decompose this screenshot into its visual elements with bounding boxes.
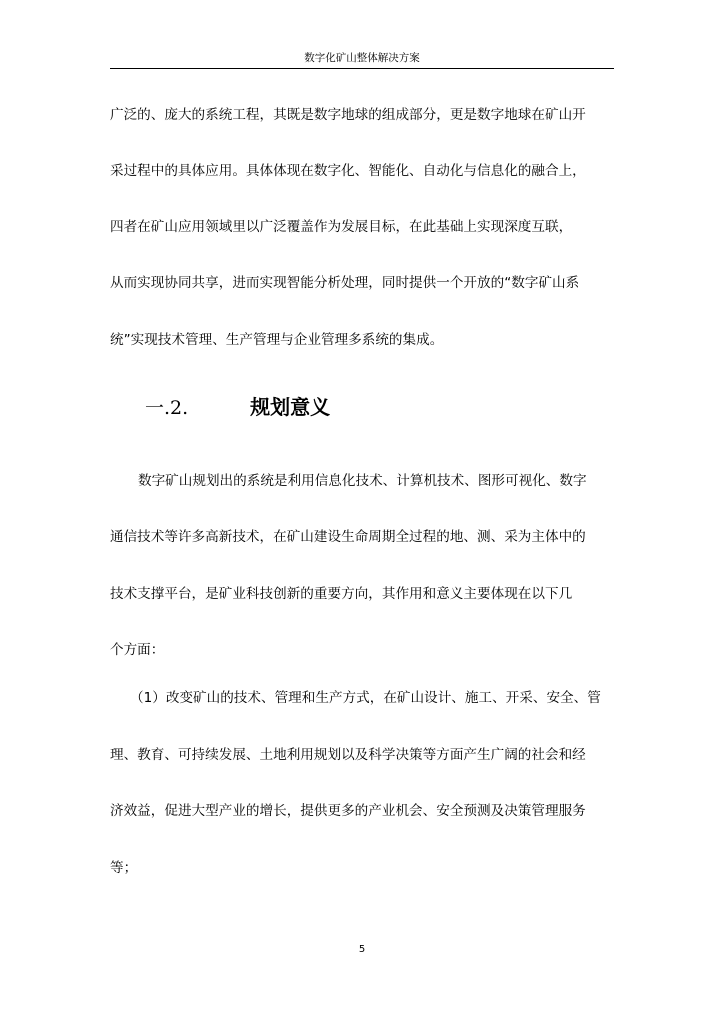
section-number: 一.2. — [145, 397, 189, 419]
text-line: （1）改变矿山的技术、管理和生产方式，在矿山设计、施工、开采、安全、管 — [130, 690, 601, 706]
text-line: 数字矿山规划出的系统是利用信息化技术、计算机技术、图形可视化、数字 — [138, 473, 587, 489]
section-title: 规划意义 — [250, 395, 331, 419]
page-header — [110, 48, 614, 69]
header-title: 数字化矿山整体解决方案 — [304, 52, 420, 64]
text-line: 广泛的、庞大的系统工程，其既是数字地球的组成部分，更是数字地球在矿山开 — [110, 107, 586, 123]
text-line: 四者在矿山应用领域里以广泛覆盖作为发展目标，在此基础上实现深度互联， — [110, 219, 573, 235]
text-line: 通信技术等许多高新技术，在矿山建设生命周期全过程的地、测、采为主体中的 — [110, 529, 586, 545]
text-line: 等； — [110, 860, 138, 876]
text-line: 理、教育、可持续发展、土地利用规划以及科学决策等方面产生广阔的社会和经 — [110, 747, 586, 763]
text-line: 技术支撑平台，是矿业科技创新的重要方向，其作用和意义主要体现在以下几 — [110, 586, 573, 602]
text-line: 从而实现协同共享，进而实现智能分析处理，同时提供一个开放的“数字矿山系 — [110, 275, 580, 291]
page-number: 5 — [358, 944, 366, 955]
section-heading — [145, 393, 330, 421]
text-line: 个方面： — [110, 642, 165, 658]
text-line: 济效益，促进大型产业的增长，提供更多的产业机会、安全预测及决策管理服务 — [110, 803, 586, 819]
page-footer — [0, 944, 724, 955]
text-line: 采过程中的具体应用。具体体现在数字化、智能化、自动化与信息化的融合上， — [110, 163, 586, 179]
text-line: 统”实现技术管理、生产管理与企业管理多系统的集成。 — [110, 332, 444, 348]
